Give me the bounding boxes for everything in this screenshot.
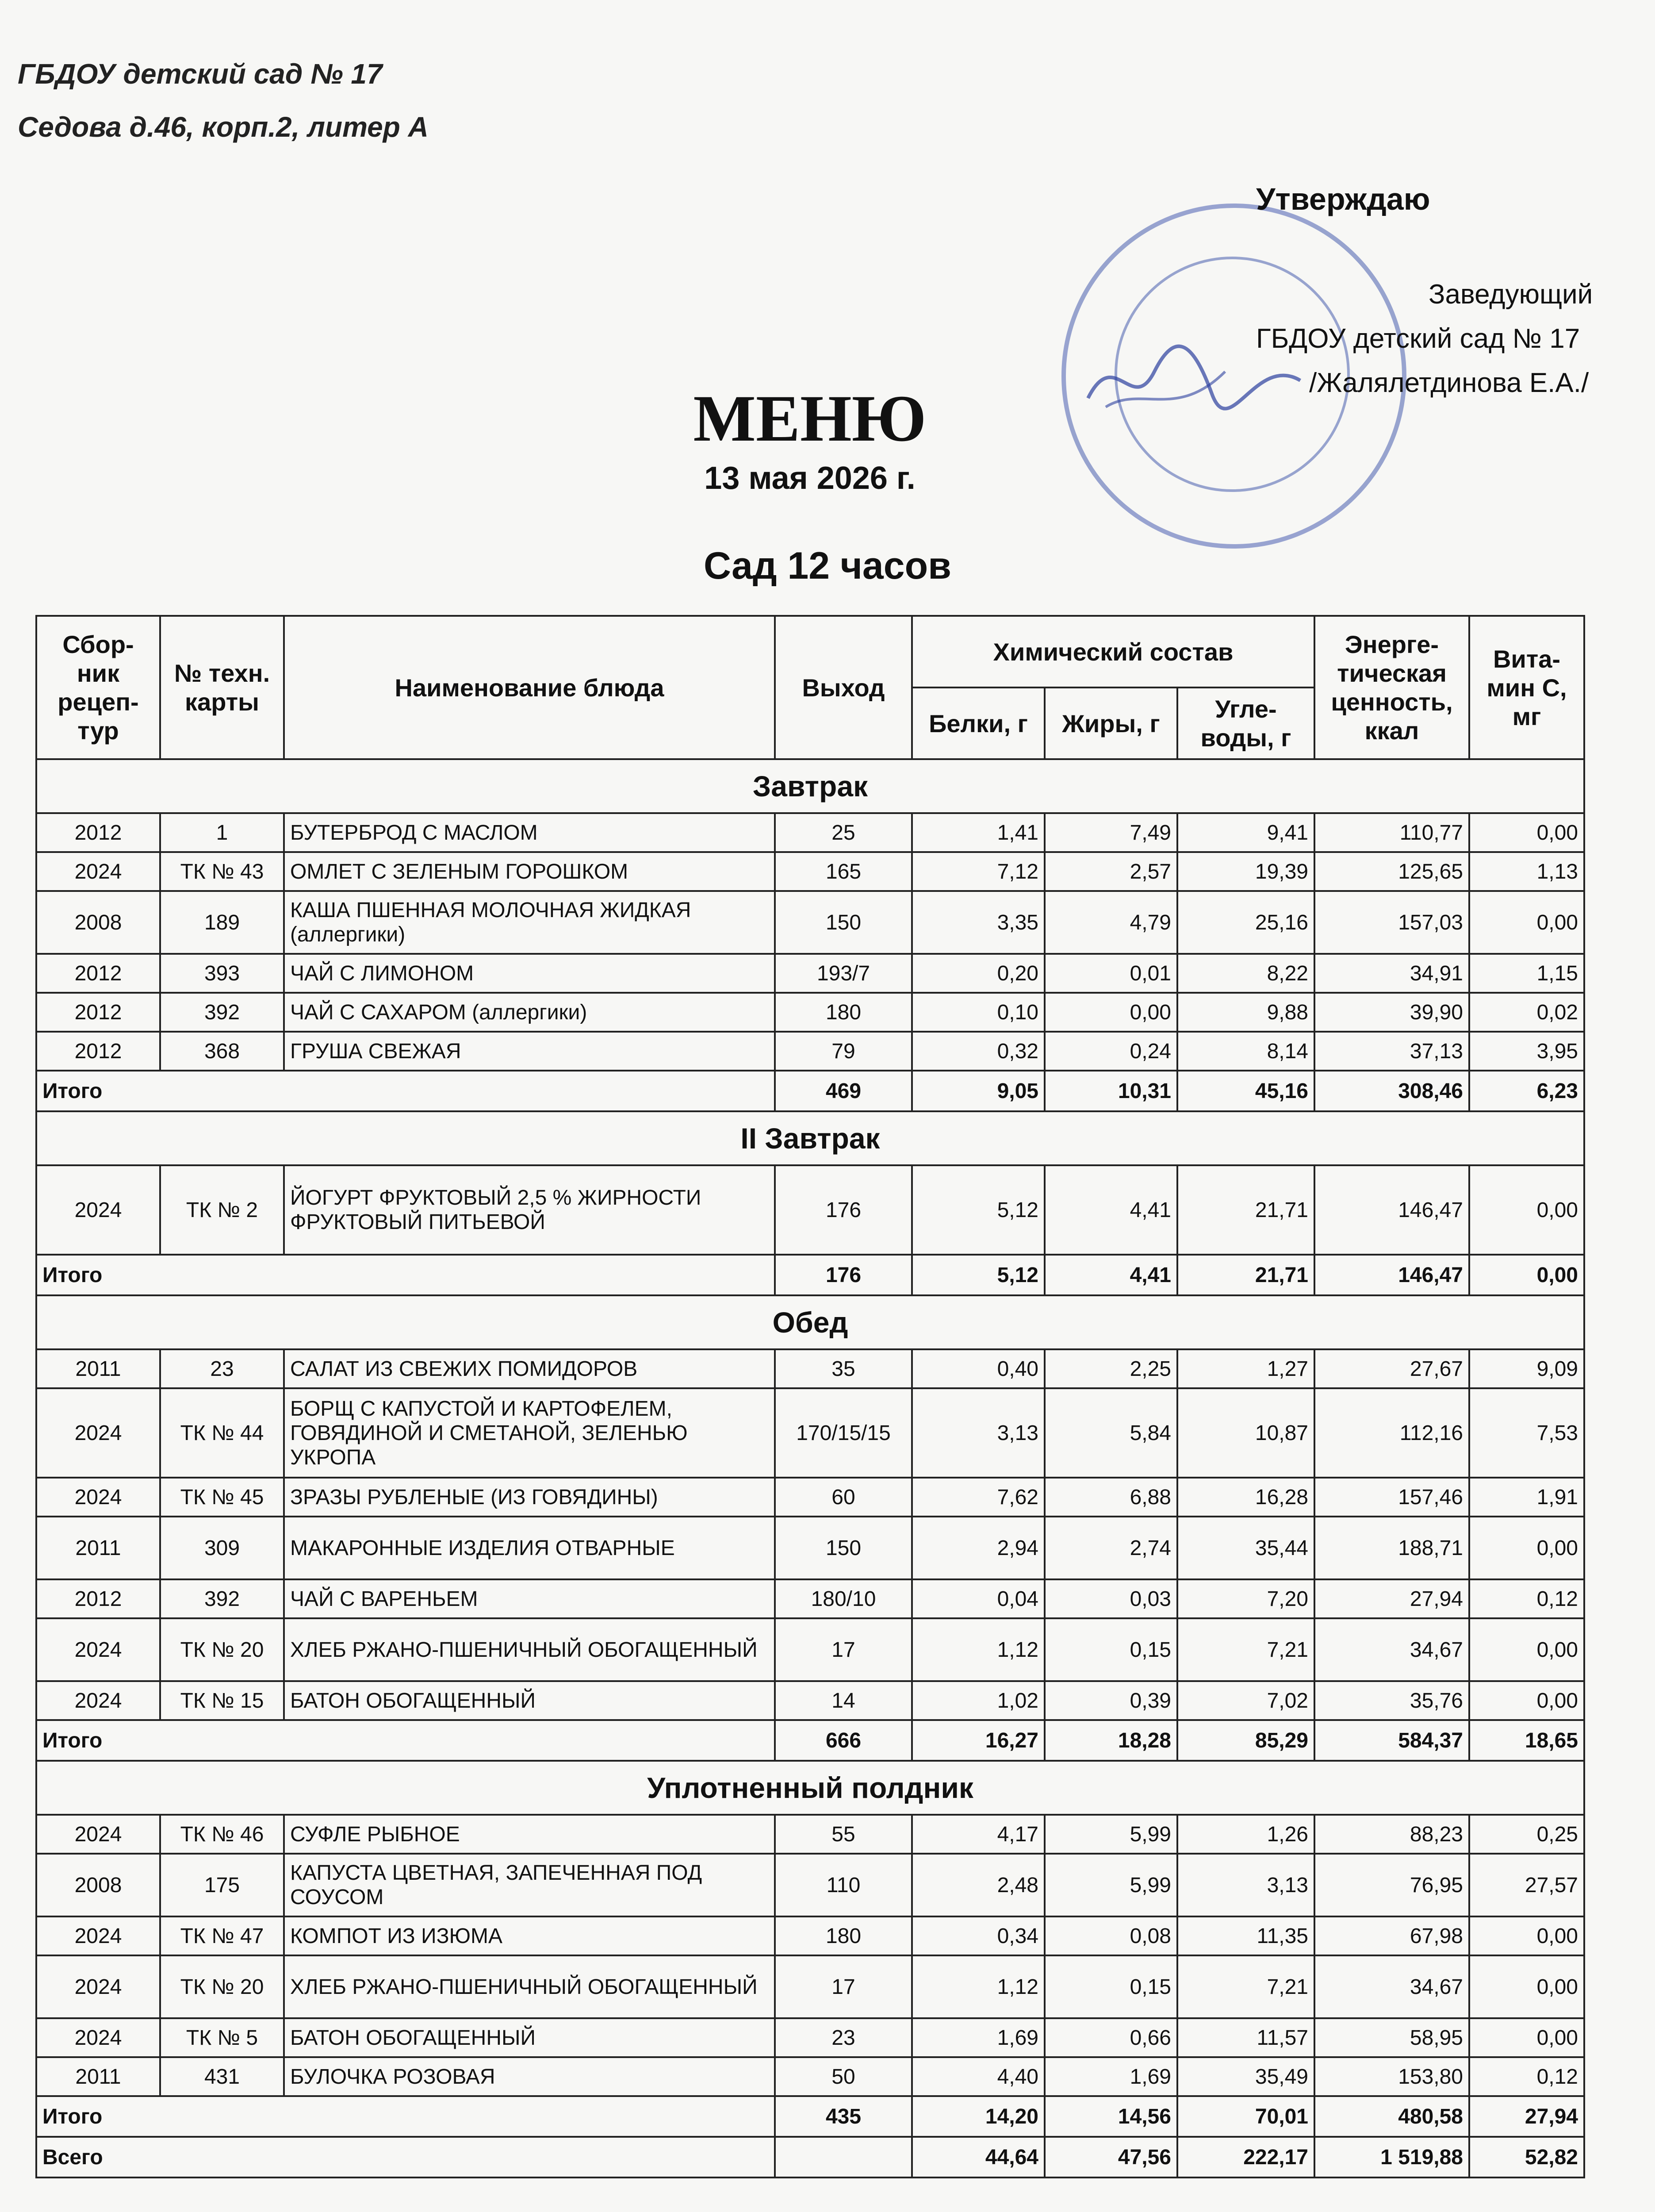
- output-cell: 23: [775, 2018, 912, 2057]
- energy-cell: 188,71: [1314, 1517, 1469, 1579]
- col-carbs: Угле-воды, г: [1177, 687, 1314, 759]
- vitamin-cell: 0,00: [1469, 1165, 1584, 1255]
- section-row: [36, 1111, 1584, 1165]
- vitamin-cell: 7,53: [1469, 1388, 1584, 1478]
- col-vitamin: Вита-мин С, мг: [1469, 616, 1584, 759]
- collection-cell: 2008: [36, 1854, 160, 1916]
- dish-name-cell: ХЛЕБ РЖАНО-ПШЕНИЧНЫЙ ОБОГАЩЕННЫЙ: [284, 1618, 775, 1681]
- collection-cell: 2024: [36, 1815, 160, 1854]
- section-row: [36, 1295, 1584, 1349]
- collection-cell: 2024: [36, 1478, 160, 1517]
- approve-org: ГБДОУ детский сад № 17: [1256, 323, 1580, 354]
- total-protein: 14,20: [912, 2096, 1045, 2137]
- total-fat: 10,31: [1045, 1071, 1177, 1111]
- total-energy: 146,47: [1314, 1255, 1469, 1295]
- vitamin-cell: 1,15: [1469, 954, 1584, 993]
- tech-card-cell: 1: [160, 813, 284, 852]
- dish-row: [36, 1815, 1584, 1854]
- protein-cell: 1,12: [912, 1618, 1045, 1681]
- fat-cell: 2,74: [1045, 1517, 1177, 1579]
- protein-cell: 3,35: [912, 891, 1045, 954]
- collection-cell: 2024: [36, 1955, 160, 2018]
- menu-date: 13 мая 2026 г.: [704, 461, 916, 496]
- dish-row: [36, 1032, 1584, 1071]
- vitamin-cell: 1,91: [1469, 1478, 1584, 1517]
- collection-cell: 2012: [36, 1032, 160, 1071]
- collection-cell: 2012: [36, 813, 160, 852]
- protein-cell: 4,17: [912, 1815, 1045, 1854]
- fat-cell: 0,24: [1045, 1032, 1177, 1071]
- approve-title: Утверждаю: [1256, 182, 1430, 216]
- carbs-cell: 9,41: [1177, 813, 1314, 852]
- tech-card-cell: 23: [160, 1349, 284, 1388]
- total-output: 666: [775, 1720, 912, 1761]
- collection-cell: 2012: [36, 1579, 160, 1618]
- dish-name-cell: КАША ПШЕННАЯ МОЛОЧНАЯ ЖИДКАЯ (аллергики): [284, 891, 775, 954]
- tech-card-cell: ТК № 43: [160, 852, 284, 891]
- dish-name-cell: ХЛЕБ РЖАНО-ПШЕНИЧНЫЙ ОБОГАЩЕННЫЙ: [284, 1955, 775, 2018]
- vitamin-cell: 0,12: [1469, 2057, 1584, 2096]
- total-energy: 308,46: [1314, 1071, 1469, 1111]
- carbs-cell: 3,13: [1177, 1854, 1314, 1916]
- total-protein: 5,12: [912, 1255, 1045, 1295]
- fat-cell: 4,79: [1045, 891, 1177, 954]
- tech-card-cell: ТК № 2: [160, 1165, 284, 1255]
- output-cell: 55: [775, 1815, 912, 1854]
- total-label: Итого: [36, 2096, 775, 2137]
- tech-card-cell: 392: [160, 993, 284, 1032]
- tech-card-cell: 431: [160, 2057, 284, 2096]
- approve-name: /Жалялетдинова Е.А./: [1309, 368, 1589, 398]
- fat-cell: 1,69: [1045, 2057, 1177, 2096]
- collection-cell: 2012: [36, 954, 160, 993]
- dish-row: [36, 1618, 1584, 1681]
- carbs-cell: 35,49: [1177, 2057, 1314, 2096]
- energy-cell: 157,46: [1314, 1478, 1469, 1517]
- energy-cell: 34,67: [1314, 1955, 1469, 2018]
- vitamin-cell: 0,25: [1469, 1815, 1584, 1854]
- dish-row: [36, 1916, 1584, 1955]
- energy-cell: 146,47: [1314, 1165, 1469, 1255]
- output-cell: 25: [775, 813, 912, 852]
- carbs-cell: 11,57: [1177, 2018, 1314, 2057]
- vitamin-cell: 27,57: [1469, 1854, 1584, 1916]
- collection-cell: 2011: [36, 2057, 160, 2096]
- dish-name-cell: БУТЕРБРОД С МАСЛОМ: [284, 813, 775, 852]
- dish-row: [36, 852, 1584, 891]
- total-label: Итого: [36, 1071, 775, 1111]
- org-name: ГБДОУ детский сад № 17: [18, 58, 383, 90]
- carbs-cell: 7,21: [1177, 1618, 1314, 1681]
- energy-cell: 88,23: [1314, 1815, 1469, 1854]
- total-carbs: 45,16: [1177, 1071, 1314, 1111]
- vitamin-cell: 0,00: [1469, 1916, 1584, 1955]
- carbs-cell: 35,44: [1177, 1517, 1314, 1579]
- protein-cell: 1,41: [912, 813, 1045, 852]
- fat-cell: 0,15: [1045, 1955, 1177, 2018]
- tech-card-cell: ТК № 46: [160, 1815, 284, 1854]
- carbs-cell: 8,14: [1177, 1032, 1314, 1071]
- total-output: 176: [775, 1255, 912, 1295]
- carbs-cell: 1,27: [1177, 1349, 1314, 1388]
- vitamin-cell: 0,02: [1469, 993, 1584, 1032]
- vitamin-cell: 0,00: [1469, 2018, 1584, 2057]
- grand-total-carbs: 222,17: [1177, 2137, 1314, 2177]
- carbs-cell: 25,16: [1177, 891, 1314, 954]
- total-fat: 18,28: [1045, 1720, 1177, 1761]
- col-collection: Сбор-ник рецеп-тур: [36, 616, 160, 759]
- grand-total-row: [36, 2137, 1584, 2177]
- dish-name-cell: САЛАТ ИЗ СВЕЖИХ ПОМИДОРОВ: [284, 1349, 775, 1388]
- total-carbs: 21,71: [1177, 1255, 1314, 1295]
- vitamin-cell: 0,00: [1469, 1681, 1584, 1720]
- collection-cell: 2024: [36, 1916, 160, 1955]
- collection-cell: 2024: [36, 1388, 160, 1478]
- section-title: II Завтрак: [36, 1111, 1584, 1165]
- fat-cell: 5,84: [1045, 1388, 1177, 1478]
- dish-row: [36, 1165, 1584, 1255]
- carbs-cell: 10,87: [1177, 1388, 1314, 1478]
- section-total-row: [36, 2096, 1584, 2137]
- vitamin-cell: 0,00: [1469, 1517, 1584, 1579]
- tech-card-cell: ТК № 15: [160, 1681, 284, 1720]
- dish-name-cell: ЧАЙ С ВАРЕНЬЕМ: [284, 1579, 775, 1618]
- dish-name-cell: СУФЛЕ РЫБНОЕ: [284, 1815, 775, 1854]
- fat-cell: 0,03: [1045, 1579, 1177, 1618]
- protein-cell: 0,20: [912, 954, 1045, 993]
- energy-cell: 125,65: [1314, 852, 1469, 891]
- output-cell: 180: [775, 1916, 912, 1955]
- dish-name-cell: МАКАРОННЫЕ ИЗДЕЛИЯ ОТВАРНЫЕ: [284, 1517, 775, 1579]
- fat-cell: 5,99: [1045, 1815, 1177, 1854]
- section-row: [36, 1761, 1584, 1815]
- protein-cell: 0,04: [912, 1579, 1045, 1618]
- vitamin-cell: 0,00: [1469, 891, 1584, 954]
- col-chem: Химический состав: [912, 616, 1314, 687]
- col-protein: Белки, г: [912, 687, 1045, 759]
- collection-cell: 2011: [36, 1517, 160, 1579]
- section-total-row: [36, 1255, 1584, 1295]
- collection-cell: 2024: [36, 1618, 160, 1681]
- carbs-cell: 7,21: [1177, 1955, 1314, 2018]
- col-output: Выход: [775, 616, 912, 759]
- collection-cell: 2024: [36, 1165, 160, 1255]
- carbs-cell: 7,20: [1177, 1579, 1314, 1618]
- dish-name-cell: ЧАЙ С САХАРОМ (аллергики): [284, 993, 775, 1032]
- energy-cell: 27,94: [1314, 1579, 1469, 1618]
- output-cell: 180/10: [775, 1579, 912, 1618]
- grand-total-protein: 44,64: [912, 2137, 1045, 2177]
- dish-row: [36, 813, 1584, 852]
- collection-cell: 2008: [36, 891, 160, 954]
- tech-card-cell: ТК № 20: [160, 1618, 284, 1681]
- total-label: Итого: [36, 1255, 775, 1295]
- total-carbs: 85,29: [1177, 1720, 1314, 1761]
- total-vitamin: 27,94: [1469, 2096, 1584, 2137]
- total-energy: 480,58: [1314, 2096, 1469, 2137]
- total-fat: 4,41: [1045, 1255, 1177, 1295]
- energy-cell: 157,03: [1314, 891, 1469, 954]
- dish-row: [36, 1388, 1584, 1478]
- fat-cell: 0,08: [1045, 1916, 1177, 1955]
- dish-name-cell: КАПУСТА ЦВЕТНАЯ, ЗАПЕЧЕННАЯ ПОД СОУСОМ: [284, 1854, 775, 1916]
- col-fat: Жиры, г: [1045, 687, 1177, 759]
- tech-card-cell: 393: [160, 954, 284, 993]
- output-cell: 14: [775, 1681, 912, 1720]
- protein-cell: 0,10: [912, 993, 1045, 1032]
- collection-cell: 2024: [36, 2018, 160, 2057]
- output-cell: 165: [775, 852, 912, 891]
- total-vitamin: 6,23: [1469, 1071, 1584, 1111]
- protein-cell: 0,34: [912, 1916, 1045, 1955]
- dish-row: [36, 2057, 1584, 2096]
- dish-row: [36, 954, 1584, 993]
- fat-cell: 5,99: [1045, 1854, 1177, 1916]
- output-cell: 17: [775, 1618, 912, 1681]
- carbs-cell: 21,71: [1177, 1165, 1314, 1255]
- output-cell: 17: [775, 1955, 912, 2018]
- carbs-cell: 7,02: [1177, 1681, 1314, 1720]
- tech-card-cell: ТК № 20: [160, 1955, 284, 2018]
- protein-cell: 1,02: [912, 1681, 1045, 1720]
- group-name: Сад 12 часов: [703, 545, 951, 587]
- protein-cell: 5,12: [912, 1165, 1045, 1255]
- dish-name-cell: БУЛОЧКА РОЗОВАЯ: [284, 2057, 775, 2096]
- protein-cell: 1,12: [912, 1955, 1045, 2018]
- fat-cell: 0,00: [1045, 993, 1177, 1032]
- total-vitamin: 0,00: [1469, 1255, 1584, 1295]
- total-protein: 9,05: [912, 1071, 1045, 1111]
- total-fat: 14,56: [1045, 2096, 1177, 2137]
- vitamin-cell: 9,09: [1469, 1349, 1584, 1388]
- vitamin-cell: 1,13: [1469, 852, 1584, 891]
- fat-cell: 0,15: [1045, 1618, 1177, 1681]
- grand-total-output: [775, 2137, 912, 2177]
- energy-cell: 67,98: [1314, 1916, 1469, 1955]
- section-title: Обед: [36, 1295, 1584, 1349]
- tech-card-cell: ТК № 47: [160, 1916, 284, 1955]
- energy-cell: 76,95: [1314, 1854, 1469, 1916]
- tech-card-cell: 189: [160, 891, 284, 954]
- vitamin-cell: 0,12: [1469, 1579, 1584, 1618]
- total-vitamin: 18,65: [1469, 1720, 1584, 1761]
- protein-cell: 7,12: [912, 852, 1045, 891]
- output-cell: 150: [775, 891, 912, 954]
- collection-cell: 2011: [36, 1349, 160, 1388]
- menu-table: [35, 615, 1585, 2178]
- tech-card-cell: 309: [160, 1517, 284, 1579]
- output-cell: 35: [775, 1349, 912, 1388]
- output-cell: 79: [775, 1032, 912, 1071]
- section-total-row: [36, 1720, 1584, 1761]
- dish-row: [36, 1579, 1584, 1618]
- dish-name-cell: КОМПОТ ИЗ ИЗЮМА: [284, 1916, 775, 1955]
- vitamin-cell: 0,00: [1469, 1618, 1584, 1681]
- carbs-cell: 16,28: [1177, 1478, 1314, 1517]
- tech-card-cell: ТК № 44: [160, 1388, 284, 1478]
- collection-cell: 2024: [36, 1681, 160, 1720]
- total-carbs: 70,01: [1177, 2096, 1314, 2137]
- grand-total-vitamin: 52,82: [1469, 2137, 1584, 2177]
- dish-name-cell: ЙОГУРТ ФРУКТОВЫЙ 2,5 % ЖИРНОСТИ ФРУКТОВЫЙ ПИТЬЕВОЙ: [284, 1165, 775, 1255]
- protein-cell: 1,69: [912, 2018, 1045, 2057]
- org-address: Седова д.46, корп.2, литер А: [18, 111, 429, 143]
- protein-cell: 0,40: [912, 1349, 1045, 1388]
- dish-name-cell: ГРУША СВЕЖАЯ: [284, 1032, 775, 1071]
- energy-cell: 34,67: [1314, 1618, 1469, 1681]
- energy-cell: 110,77: [1314, 813, 1469, 852]
- fat-cell: 2,25: [1045, 1349, 1177, 1388]
- dish-row: [36, 1854, 1584, 1916]
- grand-total-label: Всего: [36, 2137, 775, 2177]
- carbs-cell: 19,39: [1177, 852, 1314, 891]
- protein-cell: 3,13: [912, 1388, 1045, 1478]
- protein-cell: 2,94: [912, 1517, 1045, 1579]
- col-dish-name: Наименование блюда: [284, 616, 775, 759]
- fat-cell: 0,01: [1045, 954, 1177, 993]
- output-cell: 176: [775, 1165, 912, 1255]
- output-cell: 150: [775, 1517, 912, 1579]
- section-total-row: [36, 1071, 1584, 1111]
- approve-position: Заведующий: [1429, 279, 1593, 310]
- fat-cell: 0,66: [1045, 2018, 1177, 2057]
- dish-row: [36, 1349, 1584, 1388]
- protein-cell: 2,48: [912, 1854, 1045, 1916]
- tech-card-cell: ТК № 5: [160, 2018, 284, 2057]
- output-cell: 180: [775, 993, 912, 1032]
- collection-cell: 2012: [36, 993, 160, 1032]
- dish-name-cell: БАТОН ОБОГАЩЕННЫЙ: [284, 1681, 775, 1720]
- tech-card-cell: ТК № 45: [160, 1478, 284, 1517]
- energy-cell: 34,91: [1314, 954, 1469, 993]
- grand-total-fat: 47,56: [1045, 2137, 1177, 2177]
- dish-row: [36, 1517, 1584, 1579]
- carbs-cell: 9,88: [1177, 993, 1314, 1032]
- output-cell: 170/15/15: [775, 1388, 912, 1478]
- dish-row: [36, 891, 1584, 954]
- protein-cell: 4,40: [912, 2057, 1045, 2096]
- energy-cell: 35,76: [1314, 1681, 1469, 1720]
- section-title: Завтрак: [36, 759, 1584, 813]
- dish-row: [36, 1955, 1584, 2018]
- col-tech-card: № техн. карты: [160, 616, 284, 759]
- output-cell: 110: [775, 1854, 912, 1916]
- total-protein: 16,27: [912, 1720, 1045, 1761]
- section-title: Уплотненный полдник: [36, 1761, 1584, 1815]
- vitamin-cell: 0,00: [1469, 813, 1584, 852]
- energy-cell: 27,67: [1314, 1349, 1469, 1388]
- dish-row: [36, 1478, 1584, 1517]
- protein-cell: 0,32: [912, 1032, 1045, 1071]
- total-label: Итого: [36, 1720, 775, 1761]
- fat-cell: 2,57: [1045, 852, 1177, 891]
- dish-name-cell: ЗРАЗЫ РУБЛЕНЫЕ (ИЗ ГОВЯДИНЫ): [284, 1478, 775, 1517]
- menu-title: МЕНЮ: [693, 382, 927, 455]
- vitamin-cell: 3,95: [1469, 1032, 1584, 1071]
- energy-cell: 112,16: [1314, 1388, 1469, 1478]
- grand-total-energy: 1 519,88: [1314, 2137, 1469, 2177]
- output-cell: 193/7: [775, 954, 912, 993]
- total-output: 469: [775, 1071, 912, 1111]
- protein-cell: 7,62: [912, 1478, 1045, 1517]
- carbs-cell: 11,35: [1177, 1916, 1314, 1955]
- energy-cell: 153,80: [1314, 2057, 1469, 2096]
- section-row: [36, 759, 1584, 813]
- collection-cell: 2024: [36, 852, 160, 891]
- dish-row: [36, 2018, 1584, 2057]
- tech-card-cell: 392: [160, 1579, 284, 1618]
- tech-card-cell: 368: [160, 1032, 284, 1071]
- dish-row: [36, 993, 1584, 1032]
- dish-name-cell: ЧАЙ С ЛИМОНОМ: [284, 954, 775, 993]
- total-energy: 584,37: [1314, 1720, 1469, 1761]
- dish-name-cell: ОМЛЕТ С ЗЕЛЕНЫМ ГОРОШКОМ: [284, 852, 775, 891]
- tech-card-cell: 175: [160, 1854, 284, 1916]
- energy-cell: 58,95: [1314, 2018, 1469, 2057]
- col-energy: Энерге-тическая ценность, ккал: [1314, 616, 1469, 759]
- dish-name-cell: БОРЩ С КАПУСТОЙ И КАРТОФЕЛЕМ, ГОВЯДИНОЙ И СМЕТАНОЙ, ЗЕЛЕНЬЮ УКРОПА: [284, 1388, 775, 1478]
- fat-cell: 6,88: [1045, 1478, 1177, 1517]
- fat-cell: 7,49: [1045, 813, 1177, 852]
- fat-cell: 0,39: [1045, 1681, 1177, 1720]
- total-output: 435: [775, 2096, 912, 2137]
- carbs-cell: 8,22: [1177, 954, 1314, 993]
- fat-cell: 4,41: [1045, 1165, 1177, 1255]
- output-cell: 60: [775, 1478, 912, 1517]
- dish-name-cell: БАТОН ОБОГАЩЕННЫЙ: [284, 2018, 775, 2057]
- vitamin-cell: 0,00: [1469, 1955, 1584, 2018]
- energy-cell: 37,13: [1314, 1032, 1469, 1071]
- energy-cell: 39,90: [1314, 993, 1469, 1032]
- carbs-cell: 1,26: [1177, 1815, 1314, 1854]
- dish-row: [36, 1681, 1584, 1720]
- output-cell: 50: [775, 2057, 912, 2096]
